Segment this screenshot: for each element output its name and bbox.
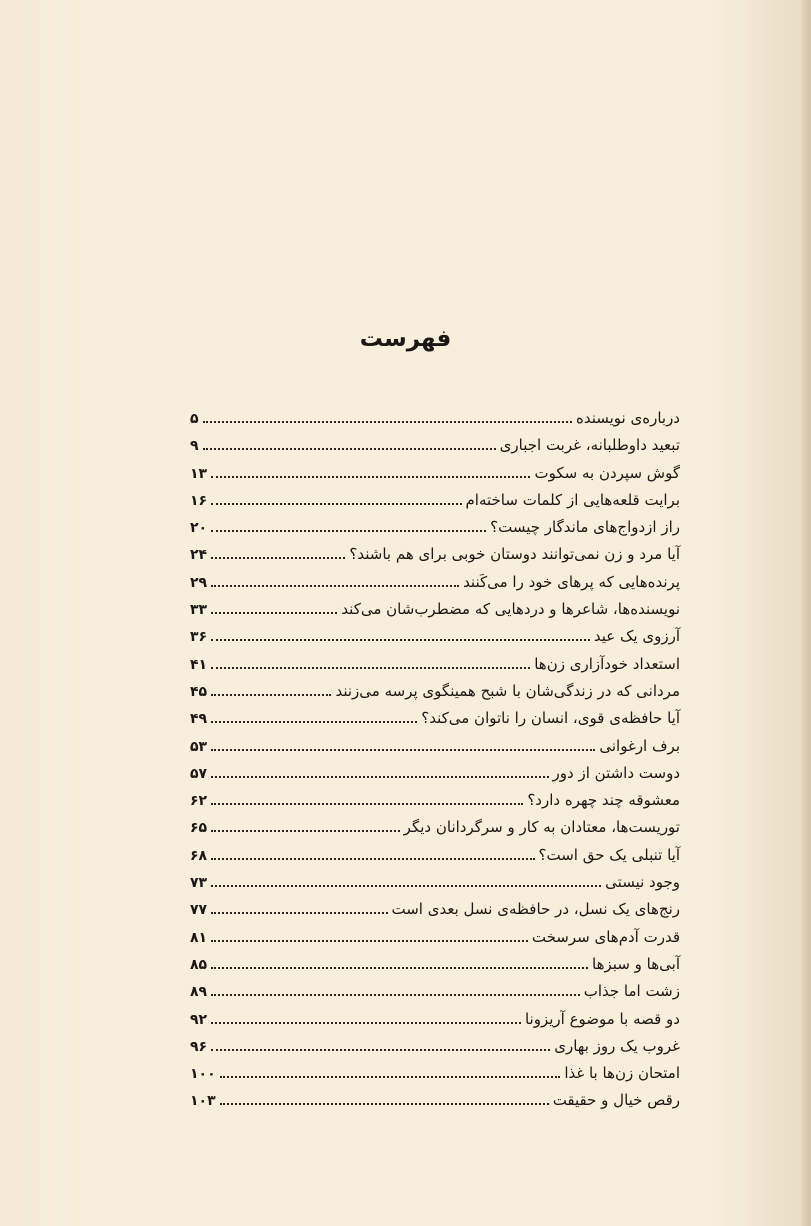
toc-entry-page: ۱۳ xyxy=(190,465,208,482)
toc-entry-title: آیا مرد و زن نمی‌توانند دوستان خوبی برای هم باشند؟ xyxy=(349,545,680,564)
toc-entry-title: قدرت آدم‌های سرسخت xyxy=(531,927,680,946)
dot-leader xyxy=(211,858,534,860)
dot-leader xyxy=(220,1103,549,1105)
dot-leader xyxy=(211,585,459,587)
toc-entry-title: وجود نیستی xyxy=(605,873,680,892)
toc-entry xyxy=(190,814,680,841)
toc-entry-page: ۶۸ xyxy=(190,847,208,864)
toc-entry xyxy=(190,1006,680,1033)
toc-entry xyxy=(190,569,680,596)
toc-entry-title: مردانی که در زندگی‌شان با شبح همینگوی پرسه می‌زنند xyxy=(335,681,680,700)
toc-entry xyxy=(190,1033,680,1060)
page-edge-shadow xyxy=(801,0,811,1226)
toc-entry xyxy=(190,487,680,514)
dot-leader xyxy=(211,994,580,996)
toc-entry-page: ۴۱ xyxy=(190,656,208,673)
toc-entry-page: ۶۵ xyxy=(190,820,208,837)
toc-entry-page: ۷۷ xyxy=(190,902,208,919)
toc-entry-page: ۴۵ xyxy=(190,683,208,700)
toc-entry-title: آیا حافظه‌ی قوی، انسان را ناتوان می‌کند؟ xyxy=(421,709,680,728)
toc-entry xyxy=(190,869,680,896)
toc-entry-title: رنج‌های یک نسل، در حافظه‌ی نسل بعدی است xyxy=(391,900,680,919)
dot-leader xyxy=(211,530,486,532)
toc-entry-title: آرزوی یک عید xyxy=(593,627,680,646)
dot-leader xyxy=(211,667,530,669)
dot-leader xyxy=(211,639,590,641)
toc-entry-title: نویسنده‌ها، شاعرها و دردهایی که مضطرب‌شان می‌کند xyxy=(341,600,680,619)
toc-entry-title: غروب یک روز بهاری xyxy=(554,1036,680,1055)
toc-entry-title: آبی‌ها و سبزها xyxy=(592,954,680,973)
toc-entry xyxy=(190,733,680,760)
toc-entry-title: استعداد خودآزاری زن‌ها xyxy=(534,654,680,673)
dot-leader xyxy=(211,803,523,805)
toc-entry-title: امتحان زن‌ها با غذا xyxy=(564,1064,680,1083)
toc-entry-page: ۵ xyxy=(190,411,199,427)
toc-entry xyxy=(190,787,680,814)
toc-entry-title: درباره‌ی نویسنده xyxy=(575,409,680,427)
dot-leader xyxy=(211,830,400,832)
toc-entry-page: ۷۳ xyxy=(190,875,208,892)
toc-entry-title: توریست‌ها، معتادان به کار و سرگردانان دیگر xyxy=(403,818,680,837)
toc-title: فهرست xyxy=(359,326,452,352)
dot-leader xyxy=(211,967,588,969)
dot-leader xyxy=(211,612,337,614)
toc-entry xyxy=(190,1060,680,1087)
dot-leader xyxy=(211,912,387,914)
toc-entry xyxy=(190,460,680,487)
toc-entry-page: ۱۶ xyxy=(190,492,208,509)
toc-entry-title: معشوقه چند چهره دارد؟ xyxy=(527,791,680,810)
toc-entry xyxy=(190,705,680,732)
toc-entry-page: ۸۱ xyxy=(190,929,208,946)
toc-entry xyxy=(190,896,680,923)
toc-entry-page: ۳۶ xyxy=(190,629,208,646)
dot-leader xyxy=(211,721,417,723)
toc-entry-title: رقص خیال و حقیقت xyxy=(552,1091,680,1110)
toc-entry-page: ۹۲ xyxy=(190,1011,208,1028)
toc-entry-title: راز ازدواج‌های ماندگار چیست؟ xyxy=(490,518,680,537)
dot-leader xyxy=(203,448,496,450)
toc-entry xyxy=(190,1087,680,1114)
dot-leader xyxy=(211,776,548,778)
toc-entry-page: ۵۳ xyxy=(190,738,208,755)
dot-leader xyxy=(211,1022,521,1024)
toc-entry-page: ۲۹ xyxy=(190,574,208,591)
dot-leader xyxy=(211,1049,550,1051)
toc-entry-page: ۸۵ xyxy=(190,956,208,973)
dot-leader xyxy=(211,885,601,887)
toc-entry-title: دوست داشتن از دور xyxy=(552,763,680,782)
toc-entry xyxy=(190,651,680,678)
toc-entry-page: ۱۰۰ xyxy=(190,1066,216,1083)
dot-leader xyxy=(220,1076,561,1078)
toc-entry-title: آیا تنبلی یک حق است؟ xyxy=(538,845,680,864)
dot-leader xyxy=(211,694,331,696)
toc-entry-title: تبعید داوطلبانه، غربت اجباری xyxy=(499,436,680,455)
dot-leader xyxy=(211,749,595,751)
dot-leader xyxy=(211,503,461,505)
toc-entry-page: ۴۹ xyxy=(190,711,208,728)
toc-entry-title: گوش سپردن به سکوت xyxy=(534,463,680,482)
toc-entry xyxy=(190,951,680,978)
toc-entry xyxy=(190,405,680,432)
toc-entry xyxy=(190,432,680,459)
dot-leader xyxy=(211,940,528,942)
toc-entry-page: ۸۹ xyxy=(190,984,208,1001)
toc-entry-page: ۱۰۳ xyxy=(190,1093,216,1110)
toc-entry-page: ۹۶ xyxy=(190,1038,208,1055)
toc-entry-title: دو قصه با موضوع آریزونا xyxy=(524,1009,680,1028)
toc-entry-page: ۵۷ xyxy=(190,765,208,782)
dot-leader xyxy=(211,476,530,478)
toc-entry xyxy=(190,760,680,787)
toc-entry xyxy=(190,514,680,541)
toc-entry xyxy=(190,842,680,869)
table-of-contents xyxy=(190,405,680,1115)
toc-entry xyxy=(190,596,680,623)
toc-entry xyxy=(190,678,680,705)
toc-entry-page: ۲۴ xyxy=(190,547,208,564)
toc-entry-title: برایت قلعه‌هایی از کلمات ساخته‌ام xyxy=(465,490,680,509)
toc-entry-page: ۶۲ xyxy=(190,793,208,810)
toc-entry xyxy=(190,924,680,951)
toc-entry-title: پرنده‌هایی که پرهای خود را می‌کَنند xyxy=(463,572,680,591)
dot-leader xyxy=(211,557,345,559)
toc-entry-page: ۲۰ xyxy=(190,520,208,537)
toc-entry xyxy=(190,978,680,1005)
toc-entry xyxy=(190,541,680,568)
toc-entry-title: برف ارغوانی xyxy=(599,736,680,755)
toc-entry-title: زشت اما جذاب xyxy=(583,982,680,1001)
toc-entry xyxy=(190,623,680,650)
dot-leader xyxy=(203,421,572,423)
toc-entry-page: ۳۳ xyxy=(190,602,208,619)
toc-entry-page: ۹ xyxy=(190,438,199,455)
